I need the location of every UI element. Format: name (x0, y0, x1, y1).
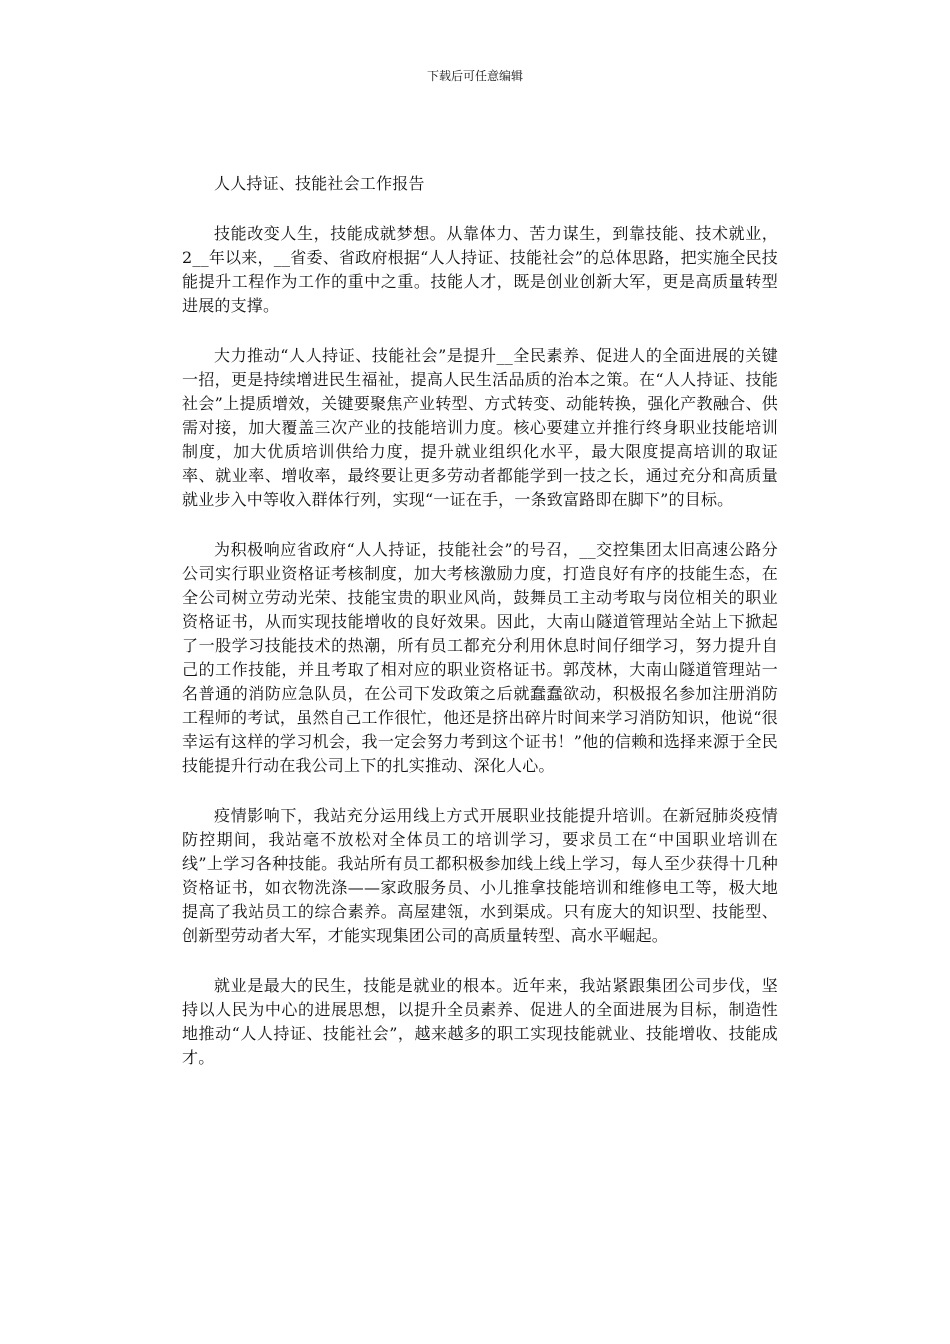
document-title: 人人持证、技能社会工作报告 (214, 174, 425, 193)
paragraph-4: 疫情影响下，我站充分运用线上方式开展职业技能提升培训。在新冠肺炎疫情防控期间，我站毫不放松对全体员工的培训学习，要求员工在“中国职业培训在线”上学习各种技能。我站所有员工都积极参加线上线上学习，每人至少获得十几种资格证书，如衣物洗涤——家政服务员、小儿推拿技能培训和维修电工等，极大地提高了我站员工的综合素养。高屋建瓴，水到渠成。只有庞大的知识型、技能型、创新型劳动者大军，才能实现集团公司的高质量转型、高水平崛起。 (182, 806, 778, 945)
header-note: 下载后可任意编辑 (426, 69, 523, 83)
paragraph-2: 大力推动“人人持证、技能社会”是提升__全民素养、促进人的全面进展的关键一招，更是持续增进民生福祉，提高人民生活品质的治本之策。在“人人持证、技能社会”上提质增效，关键要聚焦产业转型、方式转变、动能转换，强化产教融合、供需对接，加大覆盖三次产业的技能培训力度。核心要建立并推行终身职业技能培训制度，加大优质培训供给力度，提升就业组织化水平，最大限度提高培训的取证率、就业率、增收率，最终要让更多劳动者都能学到一技之长，通过充分和高质量就业步入中等收入群体行列，实现“一证在手，一条致富路即在脚下”的目标。 (182, 346, 778, 509)
paragraph-3: 为积极响应省政府“人人持证，技能社会”的号召，__交控集团太旧高速公路分公司实行职业资格证考核制度，加大考核激励力度，打造良好有序的技能生态，在全公司树立劳动光荣、技能宝贵的职业风尚，鼓舞员工主动考取与岗位相关的职业资格证书，从而实现技能增收的良好效果。因此，大南山隧道管理站全站上下掀起了一股学习技能技术的热潮，所有员工都充分利用休息时间仔细学习，努力提升自己的工作技能，并且考取了相对应的职业资格证书。郭茂林，大南山隧道管理站一名普通的消防应急队员，在公司下发政策之后就蠢蠢欲动，积极报名参加注册消防工程师的考试，虽然自己工作很忙，他还是挤出碎片时间来学习消防知识，他说“很幸运有这样的学习机会，我一定会努力考到这个证书！”他的信赖和选择来源于全民技能提升行动在我公司上下的扎实推动、深化人心。 (182, 540, 778, 775)
paragraph-1: 技能改变人生，技能成就梦想。从靠体力、苦力谋生，到靠技能、技术就业，2__年以来，__省委、省政府根据“人人持证、技能社会”的总体思路，把实施全民技能提升工程作为工作的重中之重。技能人才，既是创业创新大军，更是高质量转型进展的支撑。 (182, 224, 778, 315)
document-body (182, 172, 778, 1096)
paragraph-5: 就业是最大的民生，技能是就业的根本。近年来，我站紧跟集团公司步伐，坚持以人民为中心的进展思想，以提升全员素养、促进人的全面进展为目标，制造性地推动“人人持证、技能社会”，越来越多的职工实现技能就业、技能增收、技能成才。 (182, 976, 778, 1067)
